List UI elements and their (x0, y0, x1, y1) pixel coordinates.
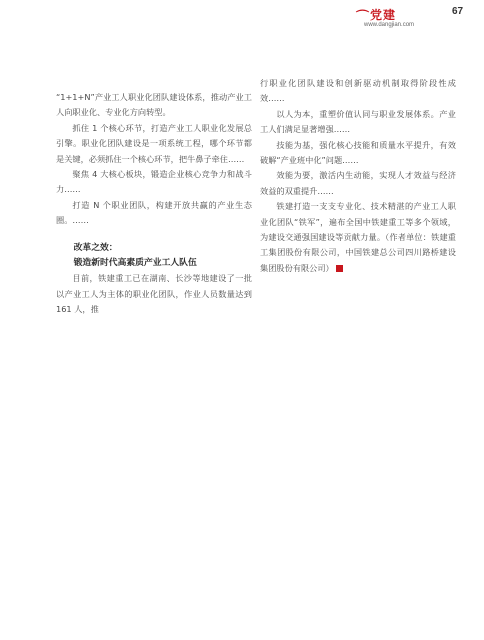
section-subtitle: 锻造新时代高素质产业工人队伍 (73, 258, 197, 269)
publication-logo (356, 4, 444, 34)
end-of-article-icon (336, 265, 343, 272)
paragraph: 以人为本，重塑价值认同与职业发展体系。产业工人们满足显著增强…… (260, 108, 456, 135)
logo-text: 党建 (370, 8, 397, 22)
paragraph-text: 铁建打造一支支专业化、技术精湛的产业工人职业化团队“铁军”，遍布全国中铁建重工等多个领域，为建设交通强国建设等贡献力量。（作者单位：铁建重工集团股份有限公司，中国铁建总公司四川路桥建设集团股份有限公司） (260, 201, 456, 273)
paragraph: 打造 N 个职业团队，构建开放共赢的产业生态圈。…… (56, 199, 252, 226)
paragraph: 抓住 1 个核心环节，打造产业工人职业化发展总引擎。职业化团队建设是一项系统工程，哪个环节都是关键，必须抓住一个核心环节，把牛鼻子牵住…… (56, 122, 252, 164)
paragraph: 聚焦 4 大核心板块，锻造企业核心竞争力和战斗力…… (56, 169, 252, 195)
paragraph: 效能为要，激活内生动能，实现人才效益与经济效益的双重提升…… (260, 170, 456, 196)
paragraph: “1+1+N”产业工人职业化团队建设体系，推动产业工人向职业化、专业化方向转型。 (56, 92, 252, 118)
paragraph: 目前，铁建重工已在湖南、长沙等地建设了一批以产业工人为主体的职业化团队，作业人员数量达到 161 人，推 (56, 273, 252, 315)
paragraph: 技能为基，强化核心技能和质量水平提升，有效破解“产业班中化”问题…… (260, 139, 456, 166)
right-column (260, 76, 456, 276)
paragraph (260, 199, 456, 276)
logo-icon: ⌒ (356, 10, 370, 25)
page-header (0, 0, 484, 44)
left-column (56, 90, 252, 318)
section-title: 改革之效： (73, 242, 118, 253)
logo-url: www.dangjian.com (364, 22, 415, 28)
paragraph: 行职业化团队建设和创新驱动机制取得阶段性成效…… (260, 78, 456, 104)
page-number: 67 (452, 6, 464, 17)
